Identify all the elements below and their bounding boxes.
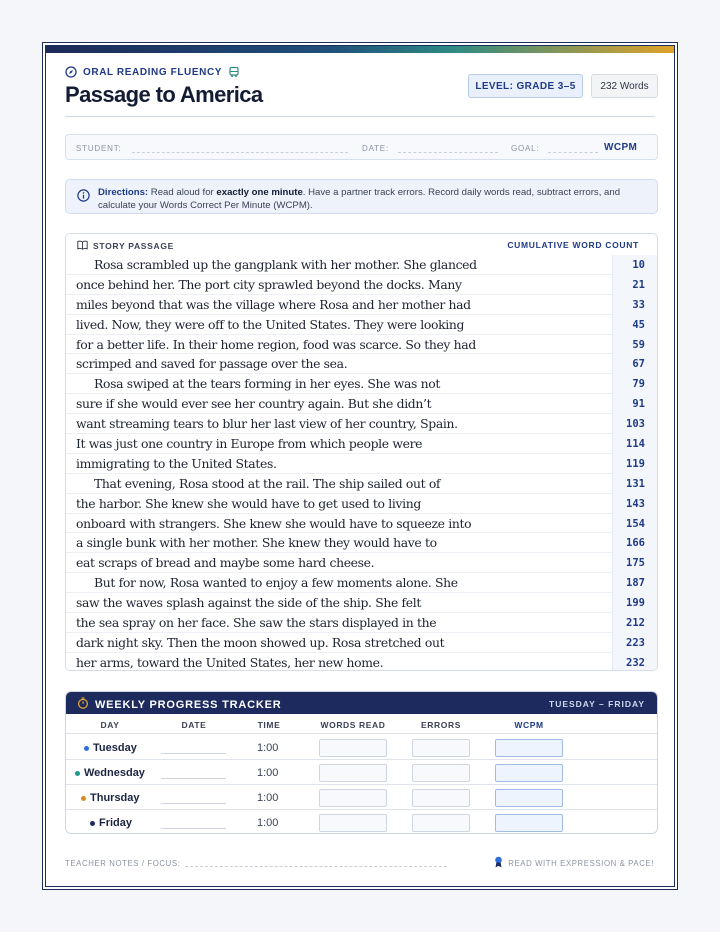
directions-part-1: Read aloud for (148, 187, 217, 198)
passage-line (66, 553, 657, 573)
words-read-input[interactable] (319, 764, 387, 782)
story-passage (65, 233, 658, 671)
passage-line (66, 474, 657, 494)
passage-line (66, 374, 657, 394)
tracker-title: WEEKLY PROGRESS TRACKER (95, 698, 282, 711)
cumulative-word-count: 232 (612, 653, 657, 671)
tracker-header (66, 692, 657, 714)
goal-label: GOAL: (511, 144, 540, 153)
passage-line-text: Rosa swiped at the tears forming in her eyes. She was not (94, 376, 440, 392)
tracker-day-label: Thursday (90, 792, 140, 804)
passage-line (66, 414, 657, 434)
tracker-row (66, 760, 657, 785)
eyebrow-label: ORAL READING FLUENCY (83, 66, 223, 78)
day-dot-icon (81, 796, 86, 801)
tracker-row (66, 810, 657, 834)
passage-line (66, 354, 657, 374)
ribbon-icon (494, 856, 503, 870)
passage-heading-group (77, 240, 174, 252)
passage-line-text: immigrating to the United States. (76, 455, 277, 471)
passage-line-text: But for now, Rosa wanted to enjoy a few moments alone. She (94, 575, 458, 591)
cumulative-word-count: 212 (612, 613, 657, 633)
student-field[interactable] (132, 152, 348, 153)
passage-line (66, 573, 657, 593)
cumulative-word-count: 79 (612, 374, 657, 394)
tracker-day (84, 742, 137, 754)
passage-line (66, 335, 657, 355)
tracker-time: 1:00 (257, 817, 279, 829)
date-input[interactable] (161, 803, 226, 804)
cumulative-word-count: 199 (612, 593, 657, 613)
teacher-notes-label: TEACHER NOTES / FOCUS: (65, 859, 181, 868)
passage-header (66, 234, 657, 254)
day-dot-icon (90, 821, 95, 826)
passage-line (66, 633, 657, 653)
passage-line-text: sure if she would ever see her country again. But she didn’t (76, 396, 432, 412)
words-read-input[interactable] (319, 739, 387, 757)
footer-tagline-group (494, 856, 654, 870)
word-count-badge: 232 Words (591, 74, 658, 98)
goal-field[interactable] (548, 152, 598, 153)
passage-line-text: dark night sky. Then the moon showed up. Rosa stretched out (76, 634, 445, 650)
tracker-day-label: Friday (99, 817, 133, 829)
passage-line-text: eat scraps of bread and maybe some hard cheese. (76, 555, 375, 571)
top-color-band (46, 46, 674, 53)
worksheet (42, 42, 678, 890)
tracker-column-headers (66, 714, 657, 734)
compass-icon (65, 66, 77, 78)
date-field[interactable] (398, 152, 498, 153)
cumulative-word-count: 21 (612, 275, 657, 295)
errors-input[interactable] (412, 739, 470, 757)
passage-line (66, 613, 657, 633)
passage-line-text: That evening, Rosa stood at the rail. The ship sailed out of (94, 475, 441, 491)
tracker-day (75, 767, 145, 779)
book-icon (77, 240, 88, 252)
passage-line (66, 394, 657, 414)
word-count-heading: CUMULATIVE WORD COUNT (507, 240, 639, 250)
goal-unit: WCPM (604, 142, 638, 153)
cumulative-word-count: 33 (612, 295, 657, 315)
page-title: Passage to America (65, 82, 263, 107)
passage-line-text: Rosa scrambled up the gangplank with her mother. She glanced (94, 257, 477, 272)
passage-line-text: want streaming tears to blur her last view of her country, Spain. (76, 416, 458, 432)
cumulative-word-count: 131 (612, 474, 657, 494)
passage-line-text: lived. Now, they were off to the United States. They were looking (76, 316, 465, 332)
student-info-row (65, 134, 658, 160)
tracker-day-label: Wednesday (84, 767, 145, 779)
eyebrow (65, 66, 240, 78)
passage-line (66, 533, 657, 553)
tracker-time: 1:00 (257, 767, 279, 779)
tracker-range: TUESDAY – FRIDAY (549, 699, 645, 709)
tracker-row (66, 735, 657, 760)
weekly-progress-tracker (65, 691, 658, 834)
cumulative-word-count: 154 (612, 514, 657, 534)
passage-line (66, 653, 657, 671)
passage-line (66, 514, 657, 534)
wcpm-input[interactable] (495, 739, 563, 757)
info-icon (77, 189, 90, 207)
directions-text (98, 186, 650, 212)
tracker-row (66, 785, 657, 810)
cumulative-word-count: 223 (612, 633, 657, 653)
date-input[interactable] (161, 828, 226, 829)
tracker-time: 1:00 (257, 742, 279, 754)
cumulative-word-count: 166 (612, 533, 657, 553)
cumulative-word-count: 10 (612, 255, 657, 275)
errors-input[interactable] (412, 814, 470, 832)
column-header-wcpm: WCPM (514, 720, 544, 730)
column-header-time: TIME (257, 720, 281, 730)
passage-line-text: once behind her. The port city sprawled beyond the docks. Many (76, 276, 462, 292)
passage-line (66, 593, 657, 613)
passage-lines (66, 255, 657, 671)
passage-line-text: scrimped and saved for passage over the sea. (76, 356, 348, 372)
passage-line (66, 295, 657, 315)
column-header-errors: ERRORS (421, 720, 461, 730)
cumulative-word-count: 175 (612, 553, 657, 573)
level-badge: LEVEL: GRADE 3–5 (468, 74, 583, 98)
tracker-time: 1:00 (257, 792, 279, 804)
directions-box (65, 179, 658, 214)
tracker-title-group (77, 697, 281, 712)
day-dot-icon (75, 771, 80, 776)
cumulative-word-count: 103 (612, 414, 657, 434)
errors-input[interactable] (412, 764, 470, 782)
cumulative-word-count: 59 (612, 335, 657, 355)
passage-line-text: miles beyond that was the village where Rosa and her mother had (76, 296, 471, 312)
column-header-words-read: WORDS READ (320, 720, 386, 730)
wcpm-input[interactable] (495, 814, 563, 832)
words-read-input[interactable] (319, 814, 387, 832)
date-input[interactable] (161, 753, 226, 754)
column-header-day: DAY (100, 720, 120, 730)
wcpm-input[interactable] (495, 764, 563, 782)
words-read-input[interactable] (319, 789, 387, 807)
header-divider (65, 116, 655, 117)
passage-line-text: for a better life. In their home region, food was scarce. So they had (76, 336, 476, 352)
passage-line (66, 494, 657, 514)
cumulative-word-count: 67 (612, 354, 657, 374)
cumulative-word-count: 143 (612, 494, 657, 514)
tracker-day-label: Tuesday (93, 742, 137, 754)
passage-line (66, 275, 657, 295)
cumulative-word-count: 91 (612, 394, 657, 414)
tracker-day (90, 817, 132, 829)
day-dot-icon (84, 746, 89, 751)
cumulative-word-count: 114 (612, 434, 657, 454)
date-input[interactable] (161, 778, 226, 779)
tracker-day (81, 792, 140, 804)
passage-line-text: the sea spray on her face. She saw the stars displayed in the (76, 615, 437, 631)
directions-label: Directions: (98, 187, 149, 198)
cumulative-word-count: 119 (612, 454, 657, 474)
passage-line-text: saw the waves splash against the side of the ship. She felt (76, 595, 422, 611)
cumulative-word-count: 187 (612, 573, 657, 593)
footer-tagline: READ WITH EXPRESSION & PACE! (508, 858, 654, 868)
date-label: DATE: (362, 144, 389, 153)
passage-line-text: onboard with strangers. She knew she would have to squeeze into (76, 515, 472, 531)
student-label: STUDENT: (76, 144, 122, 153)
passage-line (66, 255, 657, 275)
directions-part-2: . Have a partner track errors. Record daily words read, subtract errors, and calculate your Words Correct Per Minute (WCPM). (98, 187, 621, 211)
teacher-notes-field[interactable] (185, 866, 447, 867)
passage-heading: STORY PASSAGE (93, 241, 175, 251)
errors-input[interactable] (412, 789, 470, 807)
bus-icon (228, 66, 240, 78)
passage-line-text: the harbor. She knew she would have to get used to living (76, 495, 421, 511)
column-header-date: DATE (181, 720, 207, 730)
cumulative-word-count: 45 (612, 315, 657, 335)
passage-line (66, 315, 657, 335)
directions-emphasis: exactly one minute (216, 187, 303, 198)
stopwatch-icon (77, 697, 89, 712)
worksheet-frame (45, 45, 675, 887)
passage-line-text: her arms, toward the United States, her new home. (76, 654, 384, 670)
passage-line-text: It was just one country in Europe from which people were (76, 436, 423, 452)
wcpm-input[interactable] (495, 789, 563, 807)
passage-line (66, 454, 657, 474)
passage-line-text: a single bunk with her mother. She knew they would have to (76, 535, 437, 551)
passage-line (66, 434, 657, 454)
